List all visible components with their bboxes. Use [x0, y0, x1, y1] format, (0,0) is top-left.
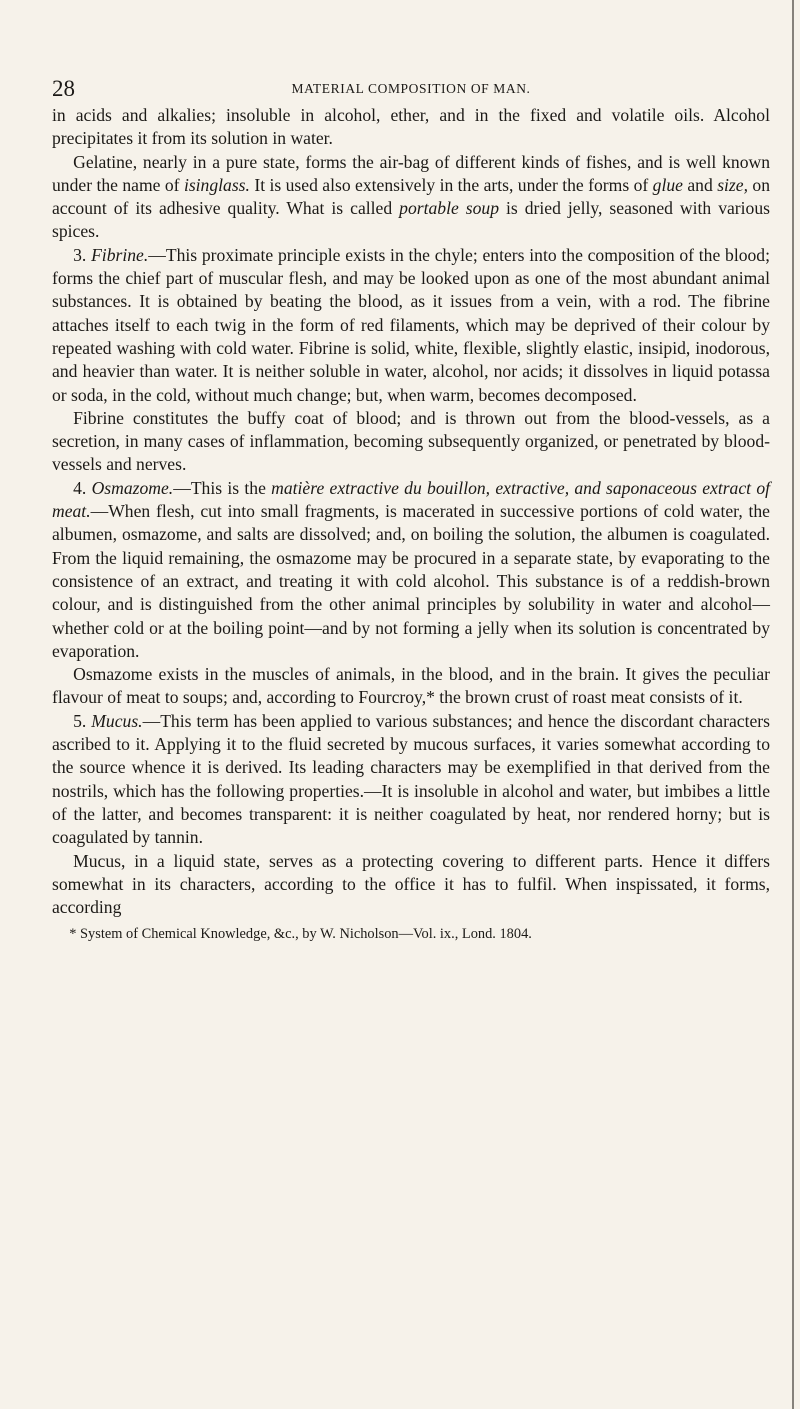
running-title: MATERIAL COMPOSITION OF MAN. — [291, 81, 531, 96]
text-run: Osmazome exists in the muscles of animals, in the blood, and in the brain. It gives the peculiar flavour of meat to soups; and, according to Fourcroy,* the brown crust of roast meat consists of it. — [52, 664, 770, 708]
page-number: 28 — [52, 76, 75, 101]
paragraph — [52, 663, 770, 710]
text-run: —This term has been applied to various substances; and hence the discordant characters ascribed to it. Applying it to the fluid secreted by mucous surfaces, it varies somewhat according to the source whence it is derived. Its leading characters may be exemplified in that derived from the nostrils, which has the following properties.—It is insoluble in alcohol and water, but imbibes a little of the latter, and becomes transparent: it is neither coagulated by heat, nor rendered horny; but is coagulated by tannin. — [52, 710, 770, 848]
text-run: in acids and alkalies; insoluble in alcohol, ether, and in the fixed and volatile oils. Alcohol precipitates it from its solution in water. — [52, 105, 770, 149]
text-run: —When flesh, cut into small fragments, is macerated in successive portions of cold water, the albumen, osmazome, and salts are dissolved; and, on boiling the solution, the albumen is coagulated. From the liquid remaining, the osmazome may be procured in a separate state, by evaporating to the consistence of an extract, and treating it with cold alcohol. This substance is of a reddish-brown colour, and is distinguished from the other animal principles by solubility in water and alcohol—whether cold or at the boiling point—and by not forming a jelly when its solution is concentrated by evaporation. — [52, 501, 770, 661]
text-run: —This is the — [173, 477, 272, 498]
text-run: on account of its adhesive quality. What is called — [52, 174, 770, 219]
text-run: It is used also extensively in the arts, under the forms of — [249, 174, 653, 195]
text-run: Gelatine, nearly in a pure state, forms the air-bag of different kinds of fishes, and is well known under the name of — [52, 151, 770, 195]
italic-text: glue — [652, 174, 683, 195]
page-header — [52, 74, 770, 102]
italic-text: Osmazome. — [91, 477, 174, 498]
paragraph — [52, 850, 770, 920]
paragraph — [52, 407, 770, 477]
body-text — [52, 104, 770, 919]
paragraph — [52, 477, 770, 663]
paragraph — [52, 710, 770, 850]
paragraph — [52, 151, 770, 244]
italic-text: portable soup — [399, 198, 500, 219]
text-run: Fibrine constitutes the buffy coat of blood; and is thrown out from the blood-vessels, as a secretion, in many cases of inflammation, becoming subsequently organized, or penetrated by blood-vessels and nerves. — [52, 407, 770, 475]
italic-text: Mucus. — [91, 710, 143, 731]
italic-text: isinglass. — [183, 174, 250, 195]
text-run: 4. — [73, 477, 92, 498]
text-run: —This proximate principle exists in the chyle; enters into the composition of the blood; forms the chief part of muscular flesh, and may be looked upon as one of the most abundant animal substances. It is obtained by beating the blood, as it issues from a vein, with a rod. The fibrine attaches itself to each twig in the form of red filaments, which may be deprived of their colour by repeated washing with cold water. Fibrine is solid, white, flexible, slightly elastic, insipid, inodorous, and heavier than water. It is neither soluble in water, alcohol, nor acids; it dissolves in liquid potassa or soda, in the cold, without much change; but, when warm, becomes decomposed. — [52, 244, 770, 405]
italic-text: Fibrine. — [91, 244, 149, 265]
book-page — [52, 74, 770, 944]
text-run: 3. — [73, 244, 92, 265]
text-run: is dried jelly, seasoned with various spices. — [52, 198, 770, 242]
paragraph — [52, 104, 770, 151]
text-run: 5. — [73, 710, 92, 731]
paragraph — [52, 244, 770, 407]
italic-text: size, — [717, 174, 748, 195]
footnote: * System of Chemical Knowledge, &c., by W. Nicholson—Vol. ix., Lond. 1804. — [69, 926, 532, 943]
italic-text: matière extractive du bouillon, extractive, and saponaceous extract of meat. — [52, 477, 771, 522]
text-run: and — [682, 174, 718, 195]
page-edge-rule — [792, 0, 794, 1409]
text-run: Mucus, in a liquid state, serves as a protecting covering to different parts. Hence it differs somewhat in its characters, according to the office it has to fulfil. When inspissated, it forms, according — [52, 850, 770, 918]
